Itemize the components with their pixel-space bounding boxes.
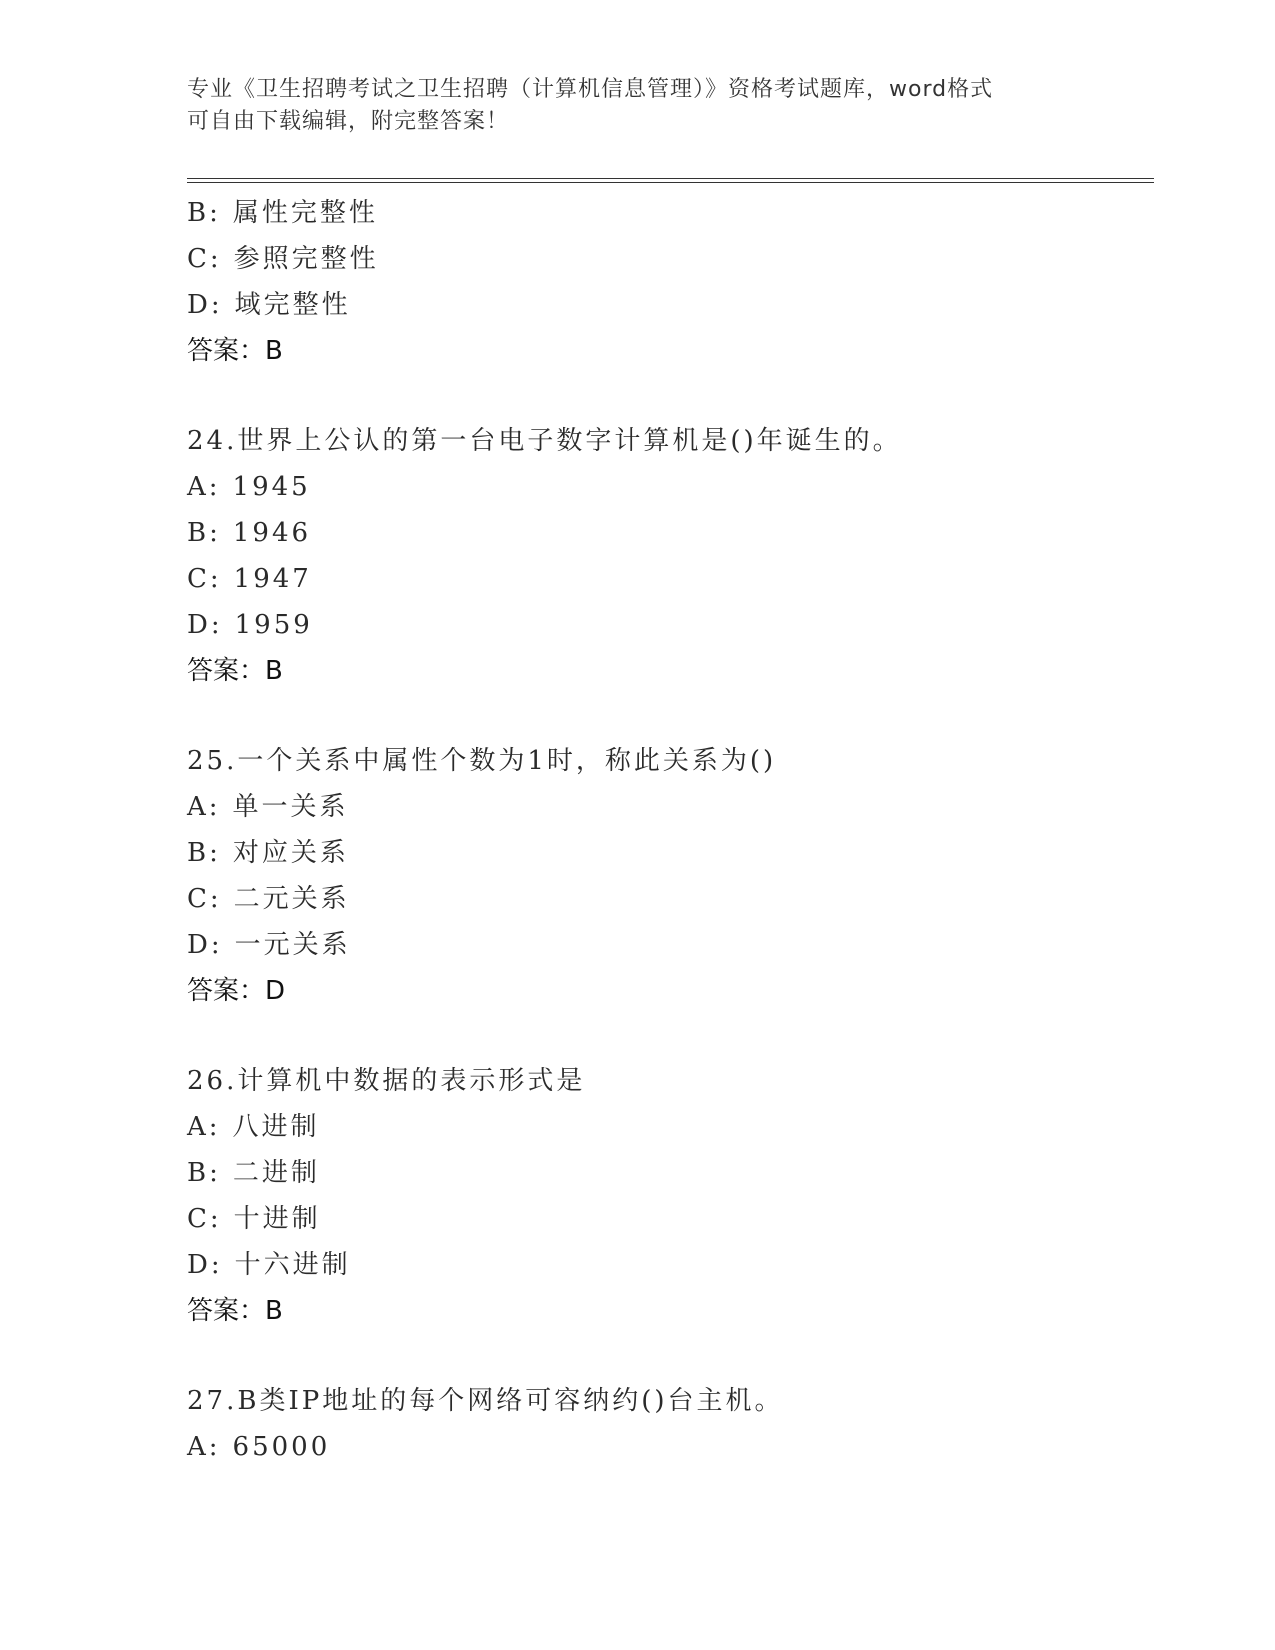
option-text: 十进制 bbox=[233, 1204, 321, 1234]
question-stem: 27.B类IP地址的每个网络可容纳约()台主机。 bbox=[187, 1386, 784, 1416]
option-separator: : bbox=[209, 838, 221, 868]
option-text: 十六进制 bbox=[234, 1250, 351, 1280]
option-line bbox=[187, 556, 1154, 602]
answer-line: 答案：D bbox=[187, 976, 286, 1006]
header-divider-bottom bbox=[187, 182, 1154, 183]
option-letter: B bbox=[187, 198, 210, 228]
option-text: 1947 bbox=[233, 564, 312, 594]
option-line bbox=[187, 1242, 1154, 1288]
option-text: 参照完整性 bbox=[233, 244, 379, 274]
question-stem: 26.计算机中数据的表示形式是 bbox=[187, 1066, 586, 1096]
option-line bbox=[187, 1150, 1154, 1196]
option-separator: : bbox=[209, 198, 221, 228]
option-text: 65000 bbox=[232, 1432, 331, 1462]
option-letter: C bbox=[187, 1204, 210, 1234]
option-separator: : bbox=[209, 244, 222, 274]
question-list bbox=[187, 190, 1154, 1470]
option-text: 对应关系 bbox=[232, 838, 349, 868]
option-line bbox=[187, 464, 1154, 510]
option-line bbox=[187, 190, 1154, 236]
option-letter: C bbox=[187, 244, 210, 274]
option-separator: : bbox=[209, 884, 222, 914]
option-letter: B bbox=[187, 1158, 210, 1188]
option-line bbox=[187, 830, 1154, 876]
option-line bbox=[187, 602, 1154, 648]
option-separator: : bbox=[208, 792, 221, 822]
option-separator: : bbox=[210, 930, 223, 960]
option-text: 属性完整性 bbox=[232, 198, 378, 228]
option-line bbox=[187, 1196, 1154, 1242]
option-letter: D bbox=[187, 610, 211, 640]
option-letter: A bbox=[187, 792, 209, 822]
option-text: 1946 bbox=[232, 518, 312, 548]
header-line-1: 专业《卫生招聘考试之卫生招聘（计算机信息管理）》资格考试题库，word格式 bbox=[187, 77, 994, 102]
option-separator: : bbox=[210, 1250, 223, 1280]
answer-line: 答案：B bbox=[187, 656, 283, 686]
option-line bbox=[187, 784, 1154, 830]
option-separator: : bbox=[210, 290, 223, 320]
option-letter: C bbox=[187, 564, 210, 594]
option-letter: D bbox=[187, 1250, 211, 1280]
option-line bbox=[187, 236, 1154, 282]
option-letter: A bbox=[187, 1112, 209, 1142]
question-stem: 24.世界上公认的第一台电子数字计算机是()年诞生的。 bbox=[187, 426, 902, 456]
option-line bbox=[187, 510, 1154, 556]
option-separator: : bbox=[209, 564, 222, 594]
option-letter: A bbox=[187, 1432, 209, 1462]
option-letter: C bbox=[187, 884, 210, 914]
option-text: 二元关系 bbox=[233, 884, 350, 914]
option-separator: : bbox=[209, 1204, 222, 1234]
option-text: 二进制 bbox=[232, 1158, 320, 1188]
answer-line: 答案：B bbox=[187, 336, 283, 366]
option-line bbox=[187, 1104, 1154, 1150]
option-text: 一元关系 bbox=[234, 930, 351, 960]
option-separator: : bbox=[208, 472, 221, 502]
option-letter: B bbox=[187, 838, 210, 868]
option-letter: B bbox=[187, 518, 210, 548]
option-text: 1959 bbox=[234, 610, 313, 640]
option-separator: : bbox=[209, 1158, 221, 1188]
option-separator: : bbox=[208, 1112, 221, 1142]
option-letter: A bbox=[187, 472, 209, 502]
option-line bbox=[187, 282, 1154, 328]
header-divider-top bbox=[187, 178, 1154, 179]
option-letter: D bbox=[187, 930, 211, 960]
option-separator: : bbox=[210, 610, 223, 640]
option-letter: D bbox=[187, 290, 211, 320]
option-separator: : bbox=[209, 518, 221, 548]
option-text: 八进制 bbox=[232, 1112, 320, 1142]
question-stem: 25.一个关系中属性个数为1时，称此关系为() bbox=[187, 746, 777, 776]
option-separator: : bbox=[208, 1432, 221, 1462]
option-line bbox=[187, 922, 1154, 968]
option-text: 1945 bbox=[232, 472, 311, 502]
option-line bbox=[187, 876, 1154, 922]
option-line bbox=[187, 1424, 1154, 1470]
answer-line: 答案：B bbox=[187, 1296, 283, 1326]
document-header bbox=[187, 74, 1087, 138]
option-text: 域完整性 bbox=[234, 290, 351, 320]
option-text: 单一关系 bbox=[232, 792, 349, 822]
header-line-2: 可自由下载编辑，附完整答案！ bbox=[187, 109, 510, 134]
